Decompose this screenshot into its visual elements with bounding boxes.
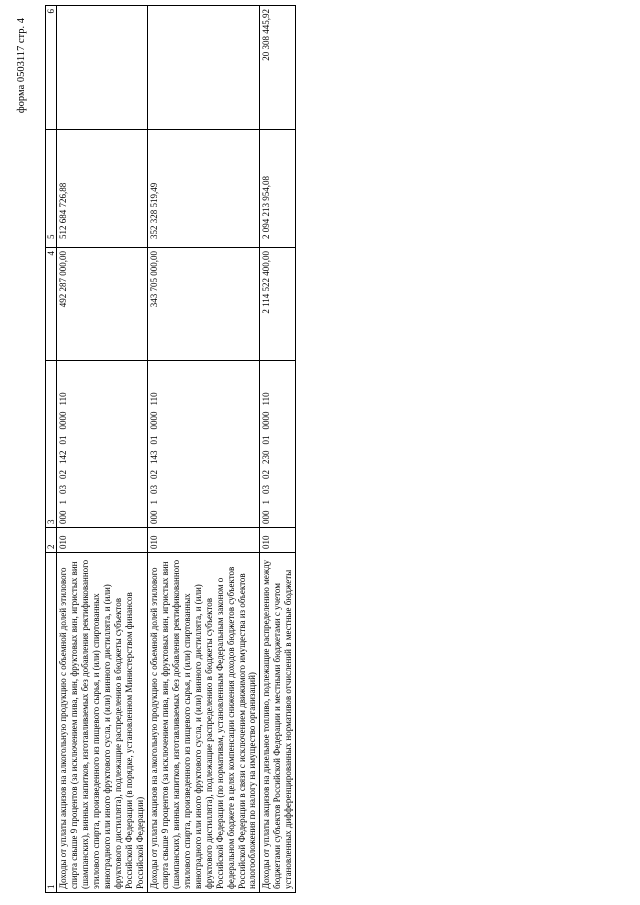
income-code-part: 142 (58, 450, 68, 464)
income-code-part: 000 (148, 510, 159, 524)
income-code-part: 01 (261, 435, 272, 445)
income-code-part: 02 (261, 470, 272, 479)
income-code-part: 000 (58, 510, 68, 524)
row-income-code (57, 361, 148, 528)
table-row (147, 6, 260, 893)
table-row (260, 6, 296, 893)
income-code-part: 230 (261, 450, 272, 464)
column-header-3: 3 (46, 361, 57, 528)
income-code-part: 02 (58, 470, 68, 479)
income-code-part: 1 (261, 500, 272, 505)
income-code-part: 03 (261, 485, 272, 494)
form-label: форма 0503117 стр. 4 (16, 18, 27, 114)
column-header-5: 5 (46, 130, 57, 248)
income-code-part: 0000 (58, 411, 68, 430)
row-unexecuted-amount: 20 308 445,92 (260, 6, 296, 130)
row-approved-amount: 492 287 000,00 (57, 248, 148, 361)
income-code-part: 110 (58, 392, 68, 406)
row-description: Доходы от уплаты акцизов на алкогольную продукцию с объемной долей этилового спирта свыше 9 процентов (за исключением пива, вин, фруктовых вин, игристых вин (шампанских), винных напитков, изготавливаемых без добавления ректификованного этилового спирта, произведенного из пищевого сырья, и (или) спиртованных виноградного или иного фруктового сусла, и (или) винного дистиллята, и (или) фруктового дистиллята), подлежащие распределению в бюджеты субъектов Российской Федерации (в порядке, установленном Министерством финансов Российской Федерации) (57, 553, 148, 893)
column-header-6: 6 (46, 6, 57, 130)
row-description: Доходы от уплаты акцизов на алкогольную продукцию с объемной долей этилового спирта свыше 9 процентов (за исключением пива, вин, фруктовых вин, игристых вин (шампанских), винных напитков, изготавливаемых без добавления ректификованного этилового спирта, произведенного из пищевого сырья, и (или) спиртованных виноградного или иного фруктового сусла, и (или) винного дистиллята, и (или) фруктового дистиллята), подлежащие распределению в бюджеты субъектов Российской Федерации (по нормативам, установленным Федеральным законом о федеральном бюджете в целях компенсации снижения доходов бюджетов субъектов Российской Федерации в связи с исключением движимого имущества из объектов налогообложения по налогу на имущество организаций) (147, 553, 260, 893)
column-header-4: 4 (46, 248, 57, 361)
table-row (57, 6, 148, 893)
column-header-2: 2 (46, 528, 57, 553)
income-table (45, 5, 296, 893)
row-line-code: 010 (147, 528, 260, 553)
income-code-part: 03 (148, 485, 159, 494)
row-executed-amount: 2 094 213 954,08 (260, 130, 296, 248)
income-code-part: 02 (148, 470, 159, 479)
row-unexecuted-amount (147, 6, 260, 130)
row-approved-amount: 2 114 522 400,00 (260, 248, 296, 361)
row-line-code: 010 (57, 528, 148, 553)
income-code-part: 110 (148, 392, 159, 406)
row-executed-amount: 352 328 519,49 (147, 130, 260, 248)
row-description: Доходы от уплаты акцизов на дизельное топливо, подлежащие распределению между бюджетами субъектов Российской Федерации и местными бюджетами с учетом установленных дифференцированных нормативов отчислений в местные бюджеты (260, 553, 296, 893)
income-code-part: 01 (58, 435, 68, 445)
income-code-part: 143 (148, 450, 159, 464)
row-unexecuted-amount (57, 6, 148, 130)
row-income-code (147, 361, 260, 528)
income-code-part: 01 (148, 435, 159, 445)
income-code-part: 0000 (261, 411, 272, 430)
income-code-part: 000 (261, 510, 272, 524)
income-code-part: 110 (261, 392, 272, 406)
income-code-part: 03 (58, 485, 68, 494)
income-code-part: 1 (58, 500, 68, 505)
row-income-code (260, 361, 296, 528)
row-line-code: 010 (260, 528, 296, 553)
column-number-row (46, 6, 57, 893)
row-approved-amount: 343 705 000,00 (147, 248, 260, 361)
income-code-part: 1 (148, 500, 159, 505)
column-header-1: 1 (46, 553, 57, 893)
income-code-part: 0000 (148, 411, 159, 430)
row-executed-amount: 512 684 726,88 (57, 130, 148, 248)
